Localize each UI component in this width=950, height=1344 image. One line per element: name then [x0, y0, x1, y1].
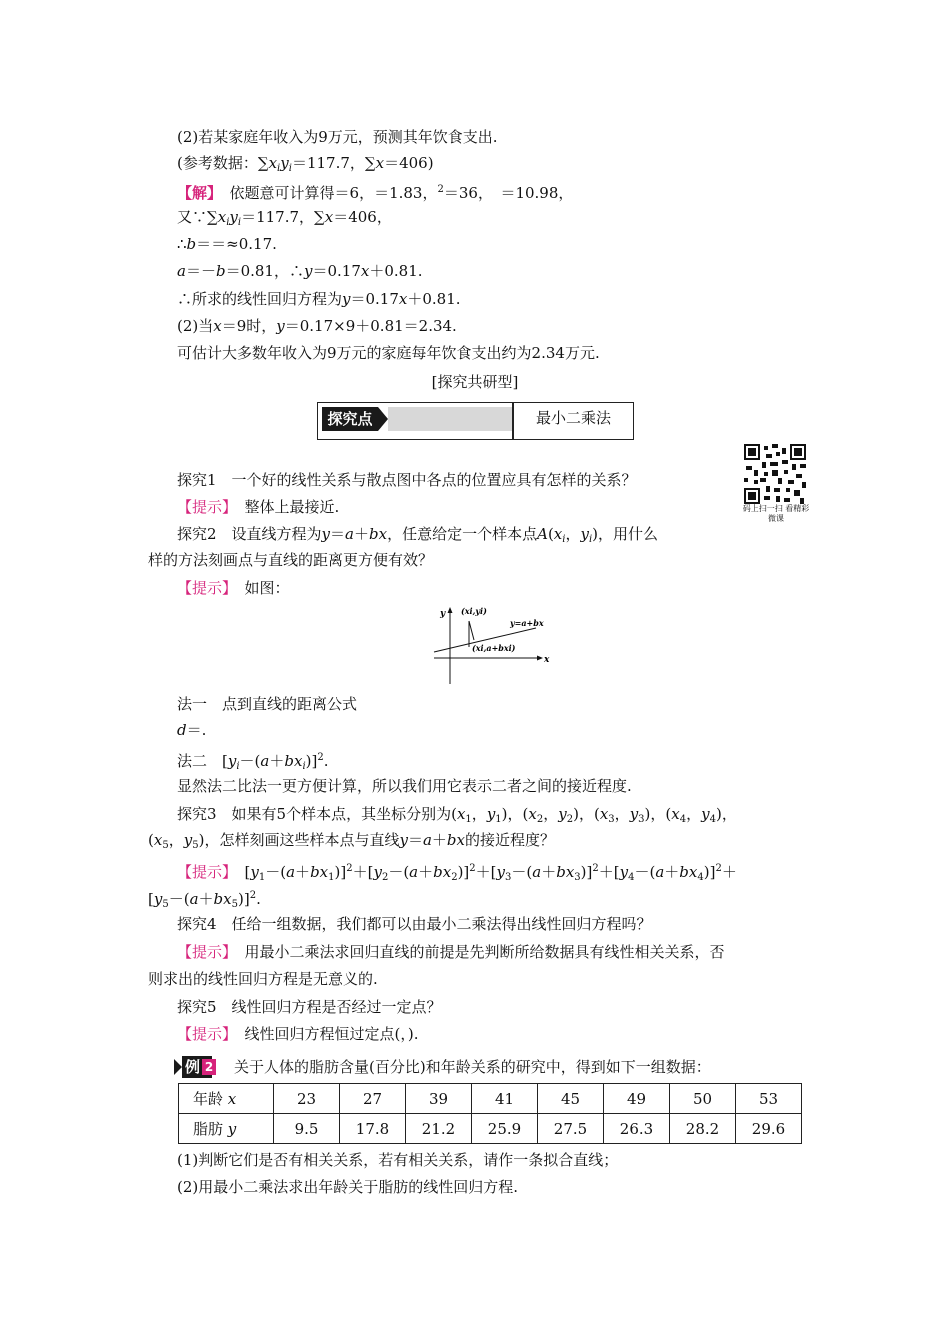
- foot-label: (xi,a+bxi): [472, 643, 516, 653]
- table-cell: 41: [472, 1084, 538, 1114]
- banner-fill: [388, 407, 512, 431]
- table-cell: 39: [406, 1084, 472, 1114]
- table-cell: 50: [670, 1084, 736, 1114]
- a-mid: ＝－: [185, 262, 216, 280]
- table-cell: 28.2: [670, 1114, 736, 1144]
- a-x-var: x: [360, 262, 370, 280]
- again-line: 又$\because\sum x_iy_i=117.7$，∑x＝406，: [177, 208, 392, 228]
- ref-eq-2: ＝406): [384, 154, 434, 172]
- method-1: 法一 点到直线的距离公式: [177, 695, 358, 713]
- banner-title: 最小二乘法: [535, 409, 611, 427]
- x-axis-label: x: [544, 655, 550, 665]
- banner-label: 探究点: [322, 407, 378, 431]
- regression-equation: [177, 289, 461, 309]
- eq-end: ＋0.81.: [407, 290, 461, 308]
- hint-tag: 【提示】: [177, 863, 230, 881]
- m2-dot: .: [323, 752, 329, 770]
- b-rest: ＝＝≈0.17.: [196, 235, 277, 253]
- ref-sum-2: ∑: [364, 154, 376, 172]
- a-rest: ＝0.81，∴: [225, 262, 304, 280]
- y-axis-arrow: [448, 607, 453, 613]
- explore-5-question: 探究5 线性回归方程是否经过一定点？: [177, 998, 442, 1016]
- a-eq: ＝0.17: [312, 262, 361, 280]
- table-row-age: [179, 1084, 802, 1114]
- table-cell: 27.5: [538, 1114, 604, 1144]
- explore-banner: [317, 402, 634, 440]
- table-cell: 27: [340, 1084, 406, 1114]
- ref-sum-1: ∑: [257, 154, 269, 172]
- row-header-age: [179, 1084, 274, 1114]
- when-end: ＝0.17×9＋0.81＝2.34.: [284, 317, 457, 335]
- explore-2-question-line2: 样的方法刻画点与直线的距离更方便有效？: [148, 551, 434, 569]
- ref-prefix: (参考数据：: [177, 154, 258, 172]
- b-line: ∴b＝＝≈0.17.: [177, 235, 277, 253]
- a-line: [177, 261, 423, 281]
- when-x: x: [213, 317, 222, 335]
- when-line: [177, 316, 457, 336]
- eq-prefix: ∴所求的线性回归方程为: [177, 290, 343, 308]
- badge-label: 例: [182, 1056, 212, 1078]
- distance-figure: [428, 600, 568, 684]
- q2-g: )，用什么: [592, 525, 659, 543]
- a-end: ＋0.81.: [369, 262, 423, 280]
- explore-4-question: 探究4 任给一组数据，我们都可以由最小二乘法得出线性回归方程吗？: [177, 915, 652, 933]
- q2-f: ，: [565, 525, 581, 543]
- hint-tag: 【提示】: [177, 943, 230, 961]
- badge-number: 2: [202, 1059, 216, 1075]
- example-question-1: (1)判断它们是否有相关关系，若有相关关系，请作一条拟合直线；: [177, 1151, 619, 1169]
- q2-b: ＝: [330, 525, 346, 543]
- explore-3-question-line2: ($x_5$，$y_5$)，怎样刻画这些样本点与直线y＝a＋bx的接近程度？: [148, 831, 555, 851]
- fat-label: 脂肪: [193, 1120, 224, 1138]
- q2-d: ，任意给定一个样本点: [387, 525, 538, 543]
- hint-text: 线性回归方程恒过定点(，).: [244, 1025, 419, 1043]
- x-axis-arrow: [537, 656, 543, 661]
- when-y: y: [276, 317, 285, 335]
- badge-arrow: [174, 1059, 182, 1075]
- a-y-var: y: [303, 262, 313, 280]
- question-2: (2)若某家庭年收入为9万元，预测其年饮食支出.: [177, 128, 498, 146]
- q3-c: 的接近程度？: [464, 831, 555, 849]
- fat-var: y: [227, 1120, 237, 1138]
- a-var: a: [177, 262, 186, 280]
- m2-end: )]: [305, 752, 318, 770]
- reference-data: (参考数据：$\sum x_iy_i=117.7$，∑x＝406): [177, 154, 434, 174]
- hint-tag: 【提示】: [177, 579, 230, 597]
- q2-e: (: [547, 525, 554, 543]
- again-eq-2: ＝406，: [333, 208, 392, 226]
- estimate-line: 可估计大多数年收入为9万元的家庭每年饮食支出约为2.34万元.: [177, 344, 600, 362]
- table-cell: 29.6: [736, 1114, 802, 1144]
- when-prefix: (2)当: [177, 317, 214, 335]
- perp-segment: [469, 621, 474, 640]
- explore-1-hint: [177, 497, 339, 517]
- table-cell: 26.3: [604, 1114, 670, 1144]
- hint-tag: 【提示】: [177, 498, 230, 516]
- d-var: d: [177, 721, 187, 739]
- when-mid: ＝9时，: [221, 317, 277, 335]
- table-cell: 17.8: [340, 1114, 406, 1144]
- qr-code-icon[interactable]: [744, 444, 806, 504]
- a-b-var: b: [215, 262, 226, 280]
- table-cell: 53: [736, 1084, 802, 1114]
- method-compare: 显然法二比法一更方便计算，所以我们用它表示二者之间的接近程度.: [177, 777, 632, 795]
- table-cell: 45: [538, 1084, 604, 1114]
- table-cell: 23: [274, 1084, 340, 1114]
- solution-text-2: ＝36， ＝10.98，: [443, 184, 574, 202]
- m2-mid: －(: [239, 752, 261, 770]
- row-header-fat: [179, 1114, 274, 1144]
- table-cell: 49: [604, 1084, 670, 1114]
- explore-4-hint-line2: 则求出的线性回归方程是无意义的.: [148, 970, 378, 988]
- solution-intro: [177, 180, 573, 203]
- distance-formula: [177, 720, 206, 740]
- banner-arrow: [378, 407, 388, 431]
- explore-1-question: 探究1 一个好的线性关系与散点图中各点的位置应具有怎样的关系？: [177, 471, 637, 489]
- eq-x: x: [398, 290, 408, 308]
- age-var: x: [227, 1090, 237, 1108]
- q3-a: 探究3 如果有5个样本点，其坐标分别为: [177, 805, 452, 823]
- ref-eq-1: ＝117.7，: [291, 154, 365, 172]
- hint-tag: 【提示】: [177, 1025, 230, 1043]
- m2-prefix: 法二 [: [177, 752, 228, 770]
- method-2: 法二 $[y_i-(a+bx_i)]^2$.: [177, 752, 329, 772]
- explore-2-hint: [177, 578, 290, 598]
- table-cell: 25.9: [472, 1114, 538, 1144]
- d-eq: ＝.: [186, 721, 207, 739]
- again-prefix: 又∵∑: [177, 208, 218, 226]
- m2-sup: 2: [317, 752, 324, 763]
- explore-4-hint: [177, 942, 725, 962]
- hint-text: 整体上最接近.: [244, 498, 340, 516]
- age-label: 年龄: [193, 1090, 224, 1108]
- explore-2-question: 探究2 设直线方程为y＝a＋bx，任意给定一个样本点$A(x_i$，$y_i$)，用什么: [177, 525, 659, 545]
- explore-3-question: 探究3 如果有5个样本点，其坐标分别为($x_1$，$y_1$)，($x_2$，$y_2$)，($x_3$，$y_3$)，($x_4$，$y_4$)，: [177, 805, 737, 825]
- explore-3-hint-line2: $[y_5-(a+bx_5)]^2$.: [148, 890, 261, 910]
- example-text: 关于人体的脂肪含量(百分比)和年龄关系的研究中，得到如下一组数据：: [234, 1058, 711, 1076]
- eq-mid: ＝0.17: [350, 290, 399, 308]
- section-heading: [探究共研型]: [431, 373, 519, 391]
- solution-text: 依题意可计算得＝6，＝1.83，: [229, 184, 438, 202]
- q2-a: 探究2 设直线方程为: [177, 525, 322, 543]
- data-table: [178, 1083, 802, 1144]
- point-label: (xi,yi): [461, 606, 487, 616]
- example-question-2: (2)用最小二乘法求出年龄关于脂肪的线性回归方程.: [177, 1178, 519, 1196]
- b-prefix: ∴: [177, 235, 187, 253]
- explore-5-hint: [177, 1024, 419, 1044]
- solution-tag: 【解】: [177, 184, 215, 202]
- table-cell: 9.5: [274, 1114, 340, 1144]
- eq-y: y: [342, 290, 351, 308]
- hint-text: 用最小二乘法求回归直线的前提是先判断所给数据具有线性相关关系，否: [244, 943, 725, 961]
- q3-b: ，怎样刻画这些样本点与直线: [204, 831, 400, 849]
- q2-c: ＋: [354, 525, 370, 543]
- qr-caption: 码上扫一扫 看精彩微课: [742, 504, 810, 523]
- table-cell: 21.2: [406, 1114, 472, 1144]
- y-axis-label: y: [440, 609, 446, 619]
- hint-text: 如图：: [244, 579, 290, 597]
- again-eq-1: ＝117.7，∑: [241, 208, 325, 226]
- line-label: y=a+bx: [510, 618, 544, 628]
- solution-sup: 2: [437, 184, 444, 195]
- table-row-fat: [179, 1114, 802, 1144]
- explore-3-hint: 【提示】 $[y_1-(a+bx_1)]^2+[y_2-(a+bx_2)]^2+[y_3-(a+bx_3)]^2+[y_4-(a+bx_4)]^2+$: [177, 863, 737, 883]
